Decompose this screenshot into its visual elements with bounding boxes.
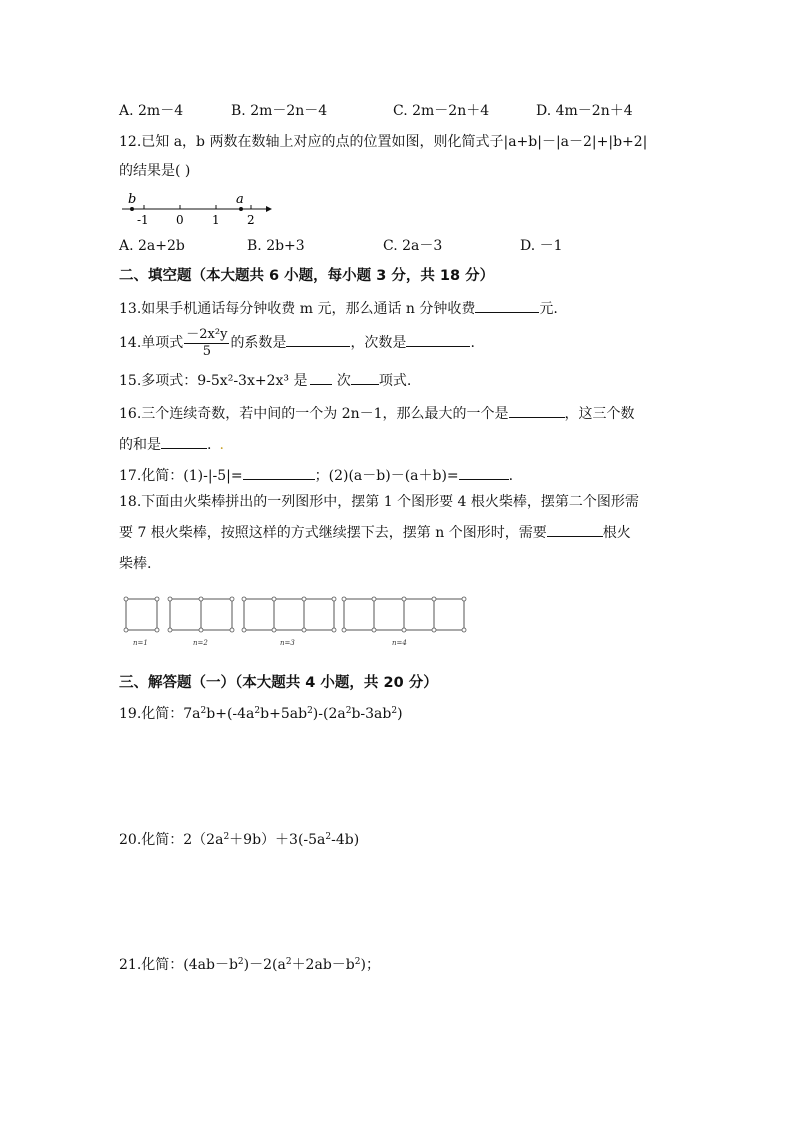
q12-option-a: A. 2a+2b xyxy=(119,238,185,254)
tick-label: 0 xyxy=(176,213,184,227)
q14-prefix: 14.单项式 xyxy=(119,335,184,351)
figure-label-n2: n=2 xyxy=(193,639,208,647)
figure-label-n4: n=4 xyxy=(392,639,407,647)
q16-line2-prefix: 的和是 xyxy=(119,437,161,453)
q15-end: 项式. xyxy=(378,373,412,389)
q16-line2 xyxy=(119,434,224,455)
tick-label: 1 xyxy=(212,213,220,227)
q15-blank-terms xyxy=(351,370,379,385)
q15-middle: 次 xyxy=(332,373,351,389)
q15-prefix: 15.多项式：9-5x²-3x+2x³ 是 xyxy=(119,373,308,389)
q17-part1: 17.化简：(1)-|-5|= xyxy=(119,468,243,484)
q14 xyxy=(119,323,475,363)
q19: 19.化简：$7a^2b+(-4a^2b+5ab^2)-(2a^2b-3ab^2)$ xyxy=(119,706,403,722)
point-b-label: b xyxy=(128,192,137,207)
figure-label-n3: n=3 xyxy=(280,639,295,647)
q18-line2 xyxy=(119,522,631,543)
monomial-fraction xyxy=(184,327,229,360)
q15 xyxy=(119,370,411,391)
q16-line1-suffix: ，这三个数 xyxy=(564,406,635,422)
q13-blank xyxy=(475,298,539,313)
fraction-denominator: 5 xyxy=(202,343,211,359)
q14-blank-coefficient xyxy=(286,332,350,347)
q16-blank-sum xyxy=(161,434,207,449)
q13-text: 13.如果手机通话每分钟收费 m 元，那么通话 n 分钟收费 xyxy=(119,301,476,317)
q17-blank-2 xyxy=(459,465,509,480)
q20: 20.化简：$2(2a^2+9b)+3(-5a^2-4b)$ xyxy=(119,832,360,848)
q16-blank-largest xyxy=(509,403,565,418)
section2-heading: 二、填空题（本大题共 6 小题，每小题 3 分，共 18 分） xyxy=(119,268,495,284)
q13 xyxy=(119,298,558,319)
q16-line1 xyxy=(119,403,635,424)
q12-option-b: B. 2b+3 xyxy=(247,238,305,254)
q17-blank-1 xyxy=(243,465,315,480)
q13-suffix: 元. xyxy=(539,301,558,317)
figure-label-n1: n=1 xyxy=(133,639,148,647)
q18-line1: 18.下面由火柴棒拼出的一列图形中，摆第 1 个图形要 4 根火柴棒，摆第二个图形需 xyxy=(119,494,639,510)
q12-stem-line2: 的结果是( ) xyxy=(119,163,191,179)
q18-line2-prefix: 要 7 根火柴棒，按照这样的方式继续摆下去，摆第 n 个图形时，需要 xyxy=(119,525,547,541)
q16-line2-suffix: . xyxy=(207,437,212,453)
tick-label: 2 xyxy=(247,213,255,227)
matchstick-figure xyxy=(122,595,467,650)
q15-blank-degree xyxy=(310,370,332,385)
q14-end: . xyxy=(470,335,475,351)
q21: 21.化简：$(4ab-b^2)-2(a^2+2ab-b^2)$； xyxy=(119,957,380,973)
q14-middle2: ，次数是 xyxy=(350,335,407,351)
q14-blank-degree xyxy=(406,332,470,347)
q12-option-c: C. 2a－3 xyxy=(383,238,443,254)
q17-part2: ；(2)(a－b)－(a＋b)= xyxy=(314,468,459,484)
q18-blank xyxy=(547,522,603,537)
q11-option-b: B. 2m－2n－4 xyxy=(231,103,328,119)
q14-middle: 的系数是 xyxy=(230,335,287,351)
tick-label: -1 xyxy=(137,213,149,227)
q11-option-c: C. 2m－2n＋4 xyxy=(393,103,490,119)
number-line-figure xyxy=(119,190,279,228)
fraction-numerator: －2x²y xyxy=(186,326,228,342)
q18-line3: 柴棒. xyxy=(119,556,152,572)
section3-heading: 三、解答题（一）（本大题共 4 小题，共 20 分） xyxy=(119,675,438,691)
point-a-label: a xyxy=(236,192,244,207)
q11-option-d: D. 4m－2n＋4 xyxy=(536,103,633,119)
q17-end: . xyxy=(508,468,514,484)
q11-option-a: A. 2m－4 xyxy=(119,103,184,119)
q17 xyxy=(119,465,513,486)
q12-option-d: D. －1 xyxy=(520,238,563,254)
stray-dot: . xyxy=(219,437,224,453)
q12-stem-line1: 12.已知 a，b 两数在数轴上对应的点的位置如图，则化简式子|a+b|－|a－2|+|b+2| xyxy=(119,134,648,150)
q18-line2-suffix: 根火 xyxy=(602,525,631,541)
q16-line1-prefix: 16.三个连续奇数，若中间的一个为 2n－1，那么最大的一个是 xyxy=(119,406,509,422)
